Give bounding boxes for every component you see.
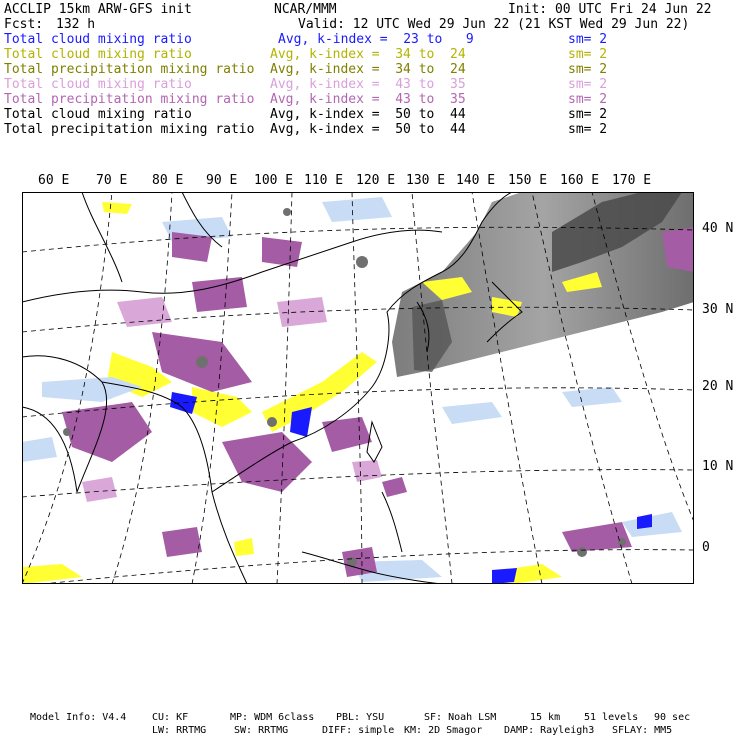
- legend-field-name: Total cloud mixing ratio: [4, 32, 192, 47]
- legend-smoothing: sm= 2: [568, 77, 608, 92]
- longitude-label: 130 E: [406, 173, 446, 188]
- legend-field-name: Total precipitation mixing ratio: [4, 122, 255, 137]
- model-info-item: 51 levels: [584, 712, 639, 723]
- organization-label: NCAR/MMM: [274, 2, 337, 17]
- model-info-item: KM: 2D Smagor: [404, 725, 483, 736]
- forecast-label: Fcst:: [4, 17, 44, 32]
- longitude-label: 160 E: [560, 173, 600, 188]
- legend-k-index-range: Avg, k-index = 34 to 24: [270, 47, 466, 62]
- latitude-label: 40 N: [702, 221, 734, 236]
- legend-field-name: Total cloud mixing ratio: [4, 47, 192, 62]
- longitude-label: 90 E: [206, 173, 238, 188]
- legend-smoothing: sm= 2: [568, 47, 608, 62]
- init-time: Init: 00 UTC Fri 24 Jun 22: [508, 2, 712, 17]
- legend-field-name: Total cloud mixing ratio: [4, 107, 192, 122]
- longitude-label: 170 E: [612, 173, 652, 188]
- legend-k-index-range: Avg, k-index = 50 to 44: [270, 107, 466, 122]
- model-info-item: PBL: YSU: [336, 712, 385, 723]
- model-info-item: DAMP: Rayleigh3: [504, 725, 595, 736]
- longitude-label: 140 E: [456, 173, 496, 188]
- longitude-label: 150 E: [508, 173, 548, 188]
- legend-smoothing: sm= 2: [568, 92, 608, 107]
- latitude-label: 10 N: [702, 459, 734, 474]
- model-info-item: CU: KF: [152, 712, 189, 723]
- legend-field-name: Total precipitation mixing ratio: [4, 62, 255, 77]
- map-panel: [22, 192, 694, 584]
- longitude-label: 70 E: [96, 173, 128, 188]
- longitude-label: 100 E: [254, 173, 294, 188]
- model-info-item: SF: Noah LSM: [424, 712, 497, 723]
- legend-k-index-range: Avg, k-index = 23 to 9: [278, 32, 474, 47]
- longitude-label: 120 E: [356, 173, 396, 188]
- model-info-item: LW: RRTMG: [152, 725, 207, 736]
- latitude-label: 30 N: [702, 302, 734, 317]
- model-info-item: DIFF: simple: [322, 725, 395, 736]
- model-info-item: SW: RRTMG: [234, 725, 289, 736]
- latitude-label: 0: [702, 540, 710, 555]
- longitude-label: 110 E: [304, 173, 344, 188]
- longitude-label: 80 E: [152, 173, 184, 188]
- legend-k-index-range: Avg, k-index = 34 to 24: [270, 62, 466, 77]
- valid-time: Valid: 12 UTC Wed 29 Jun 22 (21 KST Wed 29 Jun 22): [298, 17, 690, 32]
- legend-smoothing: sm= 2: [568, 62, 608, 77]
- forecast-hour: 132 h: [56, 17, 96, 32]
- model-info-item: 90 sec: [654, 712, 691, 723]
- latitude-label: 20 N: [702, 379, 734, 394]
- map-title: ACCLIP 15km ARW-GFS init: [4, 2, 192, 17]
- longitude-label: 60 E: [38, 173, 70, 188]
- legend-smoothing: sm= 2: [568, 107, 608, 122]
- legend-k-index-range: Avg, k-index = 43 to 35: [270, 77, 466, 92]
- legend-k-index-range: Avg, k-index = 43 to 35: [270, 92, 466, 107]
- model-info-item: SFLAY: MM5: [612, 725, 673, 736]
- legend-smoothing: sm= 2: [568, 122, 608, 137]
- model-info-item: MP: WDM 6class: [230, 712, 315, 723]
- legend-field-name: Total precipitation mixing ratio: [4, 92, 255, 107]
- legend-field-name: Total cloud mixing ratio: [4, 77, 192, 92]
- legend-k-index-range: Avg, k-index = 50 to 44: [270, 122, 466, 137]
- legend-smoothing: sm= 2: [568, 32, 608, 47]
- model-info-item: 15 km: [530, 712, 561, 723]
- model-info-item: Model Info: V4.4: [30, 712, 127, 723]
